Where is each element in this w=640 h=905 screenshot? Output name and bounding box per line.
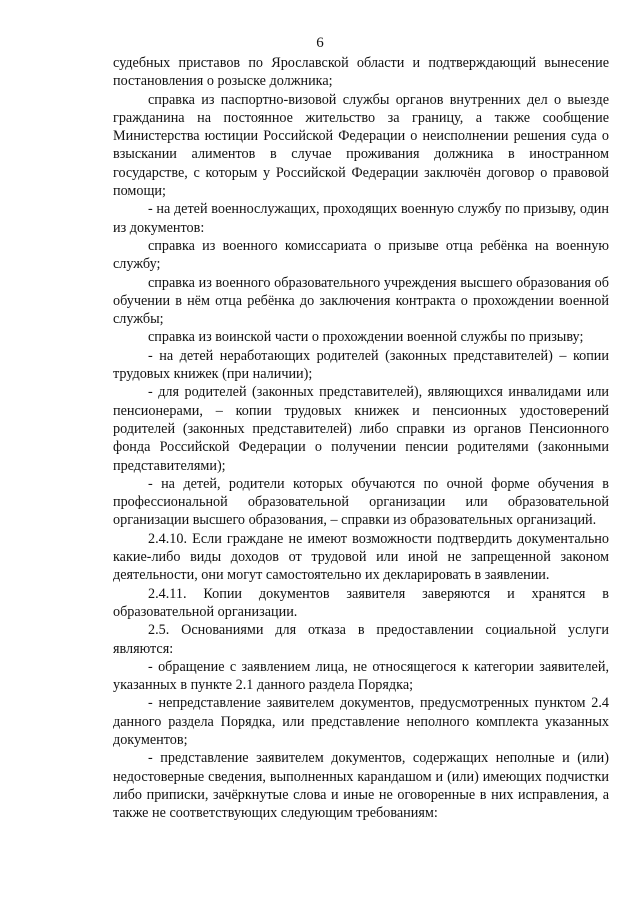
paragraph: - обращение с заявлением лица, не относящегося к категории заявителей, указанных в пункте 2.1 данного раздела Порядка; [113,658,609,694]
paragraph: - представление заявителем документов, содержащих неполные и (или) недостоверные сведения, выполненных карандашом и (или) имеющих подчистки либо приписки, зачёркнутые слова и иные не оговоренные в них исправления, а также не соответствующих следующим требованиям: [113,750,609,822]
paragraph: справка из военного комиссариата о призыве отца ребёнка на военную службу; [113,237,609,273]
paragraph: - непредставление заявителем документов, предусмотренных пунктом 2.4 данного раздела Порядка, или представление неполного комплекта указанных документов; [113,695,609,748]
paragraph: - на детей, родители которых обучаются по очной форме обучения в профессиональной образовательной организации или образовательной организации высшего образования, – справки из образовательных организаций. [113,475,609,529]
paragraph: 2.5. Основаниями для отказа в предоставлении социальной услуги являются: [113,622,609,657]
paragraph: - на детей военнослужащих, проходящих военную службу по призыву, один из документов: [113,201,609,236]
paragraph: - для родителей (законных представителей), являющихся инвалидами или пенсионерами, – копии трудовых книжек и пенсионных удостоверений родителей (законных представителей) либо справки из органов Пенсионного фонда Российской Федерации о получении пенсии родителями (законными представителями); [113,384,609,474]
page-number: 6 [316,35,324,51]
paragraph: справка из военного образовательного учреждения высшего образования об обучении в нём отца ребёнка до заключения контракта о прохождении военной службы; [113,274,609,328]
paragraph: справка из паспортно-визовой службы органов внутренних дел о выезде гражданина на постоянное жительство за границу, а также сообщение Министерства юстиции Российской Федерации о неисполнении решения суда о взыскании алиментов в случае проживания должника в иностранном государстве, с которым у Российской Федерации заключён договор о правовой помощи; [113,91,609,200]
paragraph: 2.4.11. Копии документов заявителя заверяются и хранятся в образовательной организации. [113,585,609,620]
paragraph: справка из воинской части о прохождении военной службы по призыву; [148,329,584,346]
document-body [113,54,609,822]
paragraph: - на детей неработающих родителей (законных представителей) – копии трудовых книжек (при наличии); [113,347,609,383]
paragraph: судебных приставов по Ярославской области и подтверждающий вынесение постановления о розыске должника; [113,55,609,90]
paragraph: 2.4.10. Если граждане не имеют возможности подтвердить документально какие-либо виды доходов от трудовой или иной не запрещенной законом деятельности, они могут самостоятельно их декларировать в заявлении. [113,530,609,584]
